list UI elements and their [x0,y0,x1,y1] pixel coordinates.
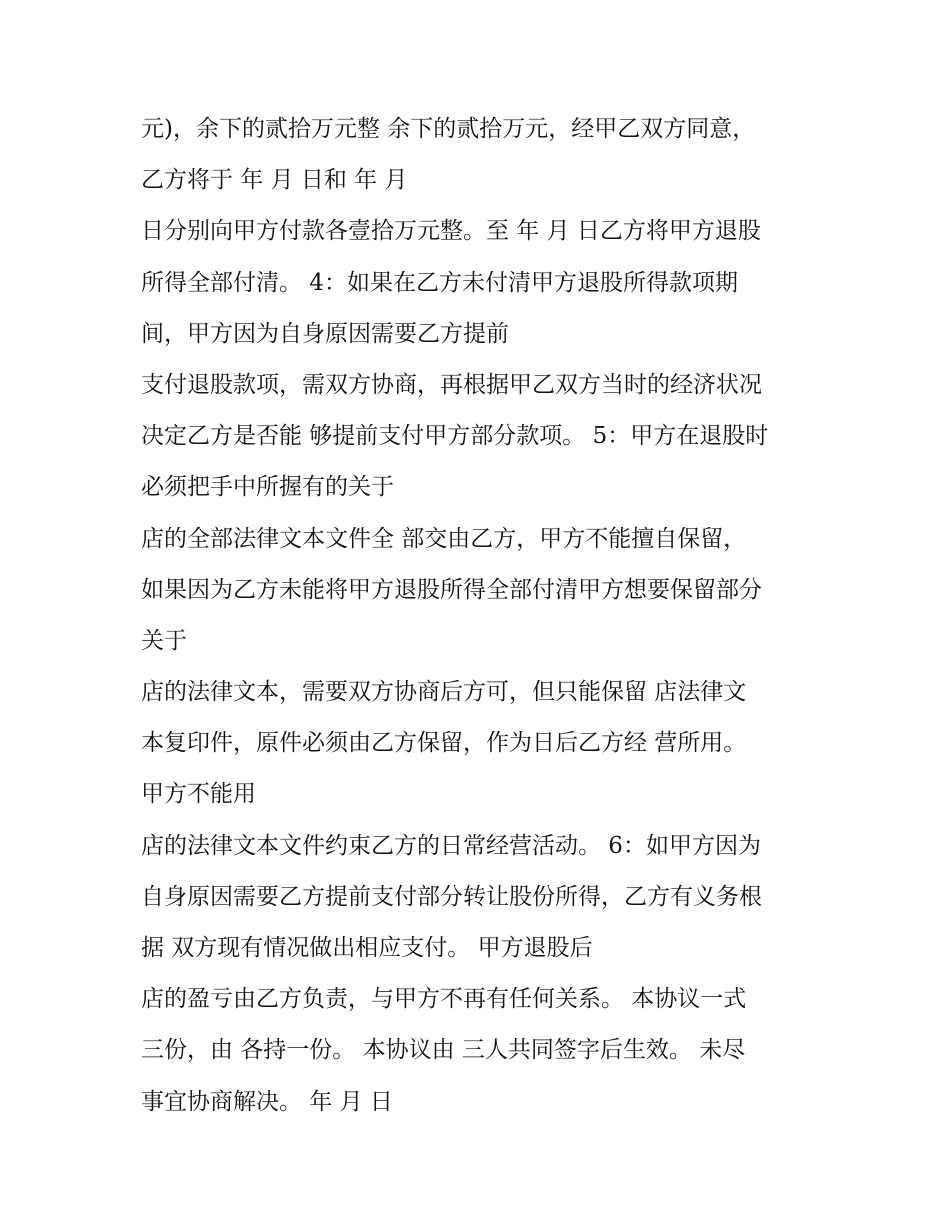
text-line: 乙方将于 年 月 日和 年 月 [141,167,408,194]
text-line: 所得全部付清。 4：如果在乙方未付清甲方退股所得款项期 [141,269,738,296]
text-line: 自身原因需要乙方提前支付部分转让股份所得，乙方有义务根 [141,883,762,910]
text-line: 间，甲方因为自身原因需要乙方提前 [141,320,509,347]
text-line: 元)，余下的贰拾万元整 余下的贰拾万元，经甲乙双方同意， [141,116,756,142]
text-line: 三份，由 各持一份。 本协议由 三人共同签字后生效。 未尽 [141,1037,746,1064]
text-line: 必须把手中所握有的关于 [141,474,394,501]
text-line: 关于 [141,627,187,654]
text-line: 支付退股款项，需双方协商，再根据甲乙双方当时的经济状况 [141,371,762,398]
text-line: 店的法律文本文件约束乙方的日常经营活动。 6：如甲方因为 [141,832,761,859]
text-line: 店的法律文本，需要双方协商后方可，但只能保留 店法律文 [141,679,747,706]
text-line: 本复印件，原件必须由乙方保留，作为日后乙方经 营所用。 [141,730,747,757]
text-line: 事宜协商解决。 年 月 日 [141,1088,393,1115]
text-line: 如果因为乙方未能将甲方退股所得全部付清甲方想要保留部分 [141,576,762,603]
text-line: 决定乙方是否能 够提前支付甲方部分款项。 5：甲方在退股时 [141,423,769,450]
text-line: 日分别向甲方付款各壹拾万元整。至 年 月 日乙方将甲方退股 [141,218,761,245]
text-line: 甲方不能用 [141,781,256,808]
document-body [141,104,841,1128]
text-line: 据 双方现有情况做出相应支付。 甲方退股后 [141,935,593,961]
text-line: 店的全部法律文本文件全 部交由乙方，甲方不能擅自保留， [141,525,747,552]
text-line: 店的盈亏由乙方负责，与甲方不再有任何关系。 本协议一式 [141,986,747,1013]
